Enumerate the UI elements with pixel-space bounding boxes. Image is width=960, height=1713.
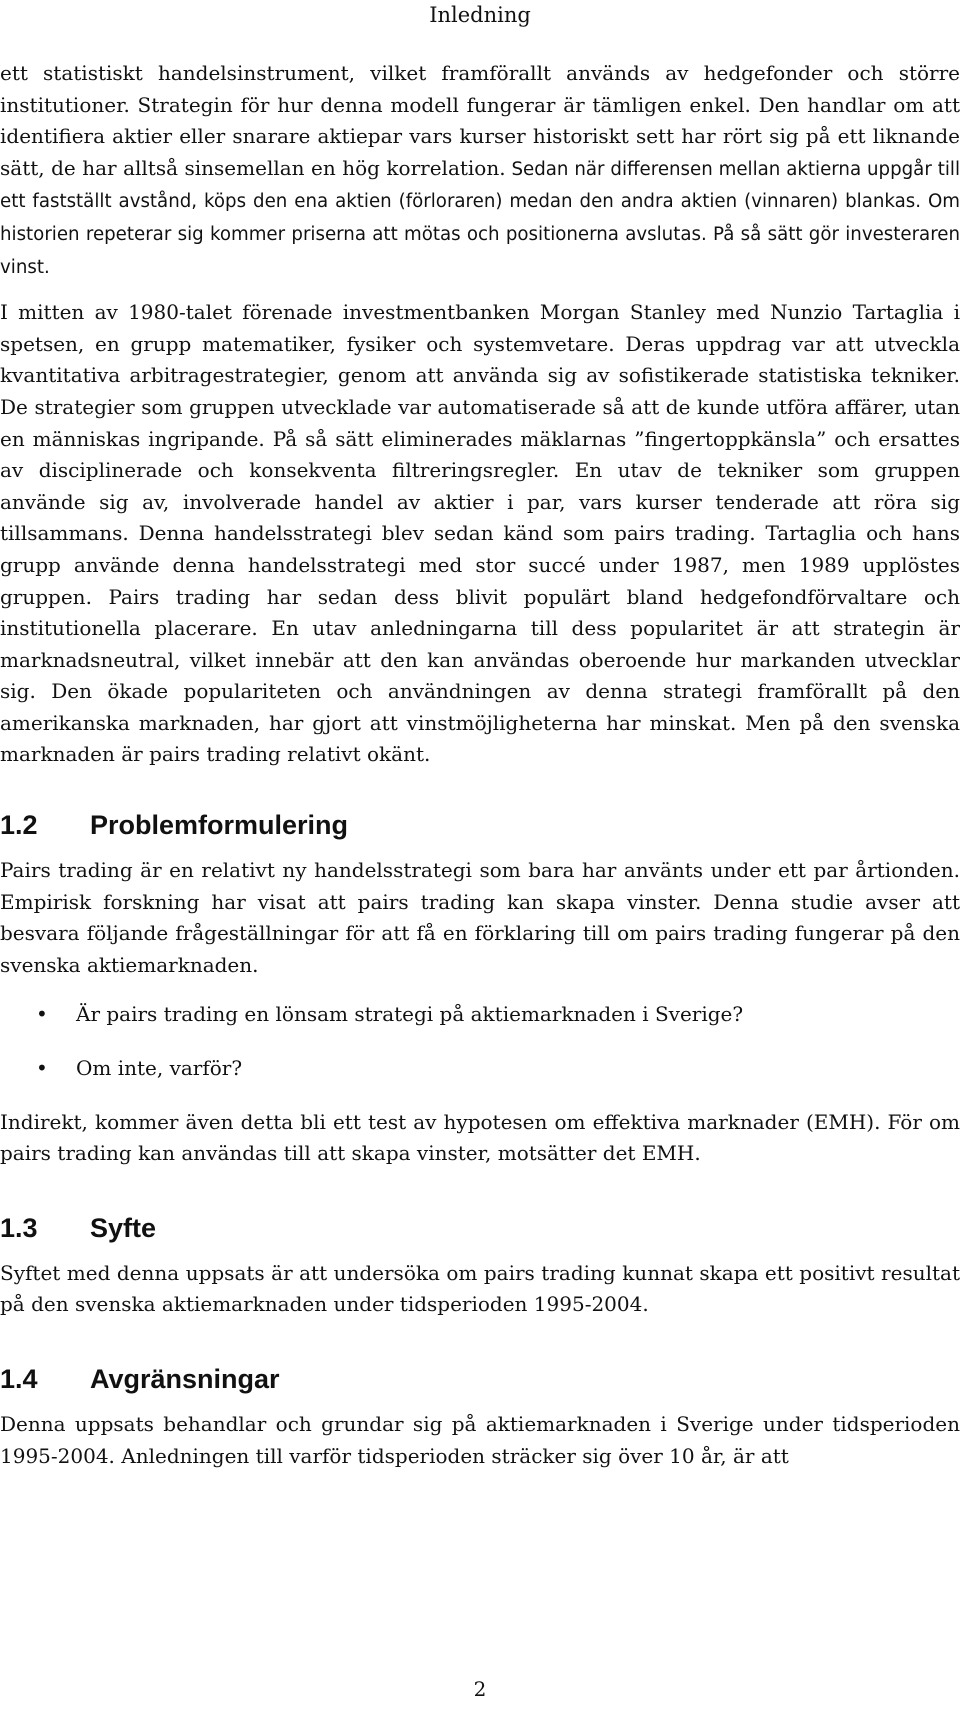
bullet-icon: • [36,1002,48,1027]
section-paragraph-syfte: Syftet med denna uppsats är att undersöka om pairs trading kunnat skapa ett positivt resultat på den svenska aktiemarknaden under tidsperioden 1995-2004. [0,1260,960,1317]
list-item-text: Om inte, varför? [76,1056,243,1081]
section-heading-syfte [0,1212,960,1244]
bullet-icon: • [36,1056,48,1081]
page-content [0,58,960,1472]
body-paragraph-1-part-a: ett statistiskt handelsinstrument, vilket framförallt används av hedgefonder och större institutioner. Strategin för hur denna modell fungerar är tämligen enkel. Den handlar om att identifiera aktier eller snarare aktiepar vars kurser historiskt sett har rört sig på ett liknande sätt, de har alltså sinsemellan en hög korrelation. [0,61,960,180]
list-item-text: Är pairs trading en lönsam strategi på aktiemarknaden i Sverige? [76,1002,744,1027]
section-paragraph-problemformulering: Pairs trading är en relativt ny handelsstrategi som bara har använts under ett par årtionden. Empirisk forskning har visat att pairs trading kan skapa vinster. Denna studie avser att besvara följande frågeställningar för att få en förklaring till om pairs trading fungerar på den svenska aktiemarknaden. [0,858,960,977]
page-number: 2 [473,1677,487,1701]
section-heading-problemformulering [0,809,960,841]
section-number: 1.4 [0,1364,38,1394]
list-item [0,999,960,1031]
running-header: Inledning [429,3,531,27]
section-heading-avgransningar [0,1363,960,1395]
section-title: Syfte [90,1212,157,1243]
body-paragraph-2: I mitten av 1980-talet förenade investmentbanken Morgan Stanley med Nunzio Tartaglia i spetsen, en grupp matematiker, fysiker och systemvetare. Deras uppdrag var att utveckla kvantitativa arbitragestrategier, genom att använda sig av sofistikerade statistiska tekniker. De strategier som gruppen utvecklade var automatiserade så att de kunde utföra affärer, utan en människas ingripande. På så sätt eliminerades mäklarnas ”fingertoppkänsla” och ersattes av disciplinerade och konsekventa filtreringsregler. En utav de tekniker som gruppen använde sig av, involverade handel av aktier i par, vars kurser tenderade att röra sig tillsammans. Denna handelsstrategi blev sedan känd som pairs trading. Tartaglia och hans grupp använde denna handelsstrategi med stor succé under 1987, men 1989 upplöstes gruppen. Pairs trading har sedan dess blivit populärt bland hedgefondförvaltare och institutionella placerare. En utav anledningarna till dess popularitet är att strategin är marknadsneutral, vilket innebär att den kan användas oberoende hur markanden utvecklar sig. Den ökade populariteten och användningen av denna strategi framförallt på den amerikanska marknaden, har gjort att vinstmöjligheterna har minskat. Men på den svenska marknaden är pairs trading relativt okänt. [0,300,960,767]
section-paragraph-avgransningar: Denna uppsats behandlar och grundar sig på aktiemarknaden i Sverige under tidsperioden 1995-2004. Anledningen till varför tidsperioden sträcker sig över 10 år, är att [0,1412,960,1468]
section-title: Problemformulering [90,810,349,841]
section-title: Avgränsningar [90,1364,280,1394]
body-paragraph-1-part-b: Sedan när differensen mellan aktierna uppgår till ett fastställt avstånd, köps den ena aktien (förloraren) medan den andra aktien (vinnaren) blankas. Om historien repeterar sig kommer priserna att mötas och positionerna avslutas. På så sätt gör investeraren vinst. [0,158,960,278]
section-paragraph-emh: Indirekt, kommer även detta bli ett test av hypotesen om effektiva marknader (EMH). För om pairs trading kan användas till att skapa vinster, motsätter det EMH. [0,1109,960,1166]
section-number: 1.3 [0,1212,38,1243]
section-number: 1.2 [0,810,38,841]
list-item [0,1053,960,1085]
body-paragraph-1 [0,58,960,283]
question-list [0,999,960,1084]
